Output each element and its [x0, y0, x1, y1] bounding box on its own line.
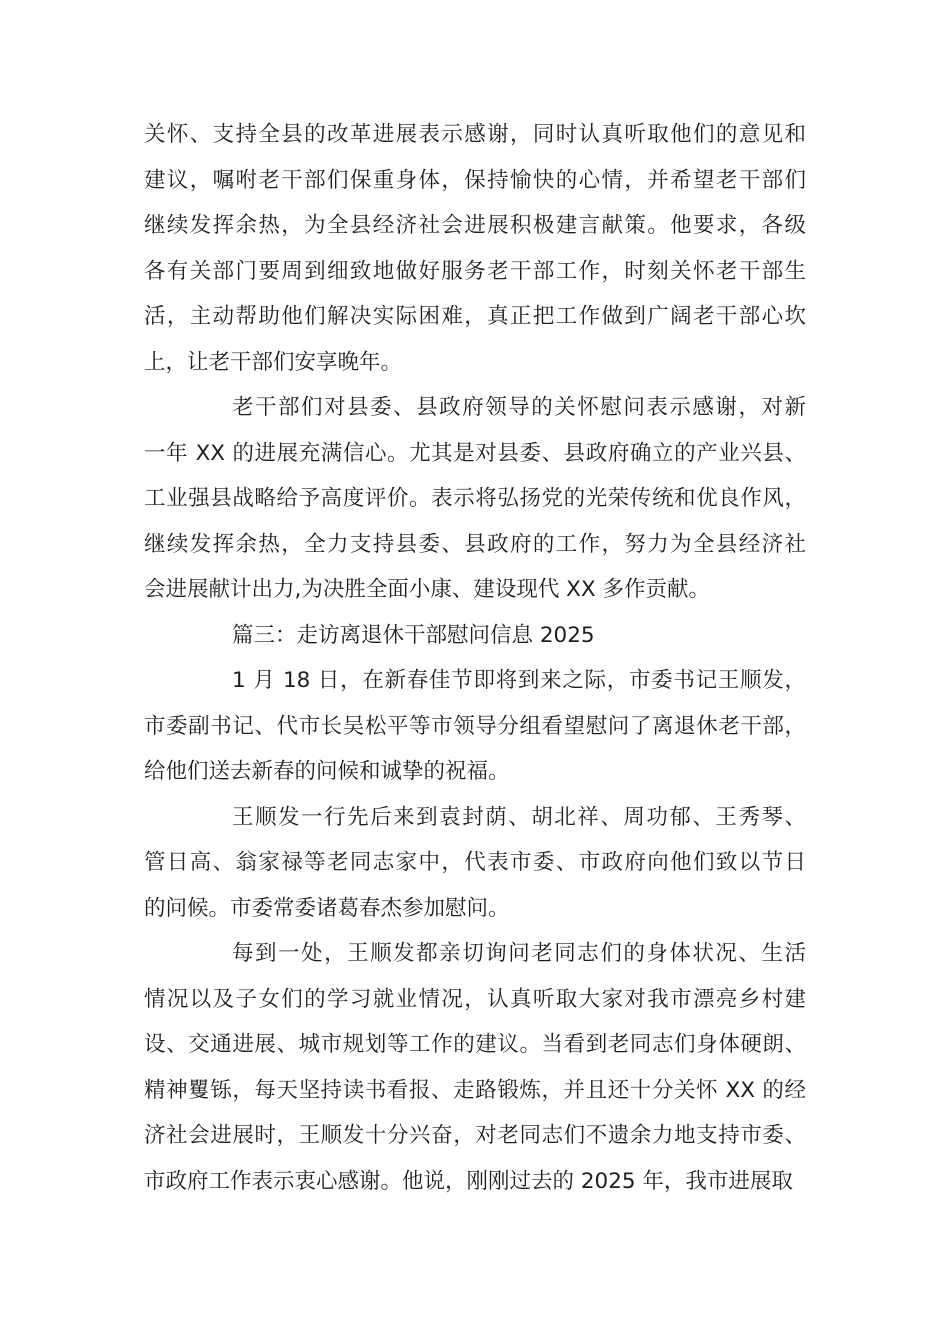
paragraph-line: 的问候。市委常委诸葛春杰参加慰问。 [144, 895, 510, 921]
paragraph-line: 情况以及子女们的学习就业情况，认真听取大家对我市漂亮乡村建 [144, 986, 806, 1012]
paragraph-line: 继续发挥余热，全力支持县委、县政府的工作，努力为全县经济社 [144, 531, 806, 557]
paragraph-line: 一年 XX 的进展充满信心。尤其是对县委、县政府确立的产业兴县、 [144, 440, 806, 466]
paragraph-line: 每到一处，王顺发都亲切询问老同志们的身体状况、生活 [232, 941, 806, 966]
paragraph-line: 工业强县战略给予高度评价。表示将弘扬党的光荣传统和优良作风， [144, 486, 806, 511]
paragraph-line: 王顺发一行先后来到袁封荫、胡北祥、周功郁、王秀琴、 [232, 804, 806, 830]
heading-text: 篇三：走访离退休干部慰问信息 2025 [232, 622, 595, 648]
document-body [144, 112, 806, 1204]
paragraph-line: 设、交通进展、城市规划等工作的建议。当看到老同志们身体硬朗、 [144, 1032, 806, 1057]
paragraph-line: 建议，嘱咐老干部们保重身体，保持愉快的心情，并希望老干部们 [144, 167, 806, 193]
paragraph-line: 市委副书记、代市长吴松平等市领导分组看望慰问了离退休老干部， [144, 713, 806, 739]
paragraph-line: 1 月 18 日，在新春佳节即将到来之际，市委书记王顺发， [232, 668, 806, 693]
paragraph [144, 112, 806, 385]
paragraph-line: 市政府工作表示衷心感谢。他说，刚刚过去的 2025 年，我市进展取 [144, 1168, 793, 1194]
paragraph-line: 继续发挥余热，为全县经济社会进展积极建言献策。他要求，各级 [144, 213, 806, 238]
paragraph-line: 济社会进展时，王顺发十分兴奋，对老同志们不遗余力地支持市委、 [144, 1123, 806, 1148]
paragraph-line: 会进展献计出力,为决胜全面小康、建设现代 XX 多作贡献。 [144, 577, 710, 602]
paragraph [144, 795, 806, 932]
paragraph-line: 精神矍铄，每天坚持读书看报、走路锻炼，并且还十分关怀 XX 的经 [144, 1077, 806, 1103]
paragraph [144, 385, 806, 613]
paragraph [144, 931, 806, 1204]
paragraph-line: 管日高、翁家禄等老同志家中，代表市委、市政府向他们致以节日 [144, 850, 806, 875]
paragraph [144, 658, 806, 795]
paragraph-line: 老干部们对县委、县政府领导的关怀慰问表示感谢，对新 [232, 395, 806, 420]
paragraph-line: 关怀、支持全县的改革进展表示感谢，同时认真听取他们的意见和 [144, 122, 806, 147]
paragraph-line: 给他们送去新春的问候和诚挚的祝福。 [144, 759, 510, 784]
paragraph-line: 上，让老干部们安享晚年。 [144, 349, 403, 375]
paragraph-line: 活，主动帮助他们解决实际困难，真正把工作做到广阔老干部心坎 [144, 304, 806, 329]
paragraph-line: 各有关部门要周到细致地做好服务老干部工作，时刻关怀老干部生 [144, 258, 806, 284]
section-heading [144, 613, 806, 659]
